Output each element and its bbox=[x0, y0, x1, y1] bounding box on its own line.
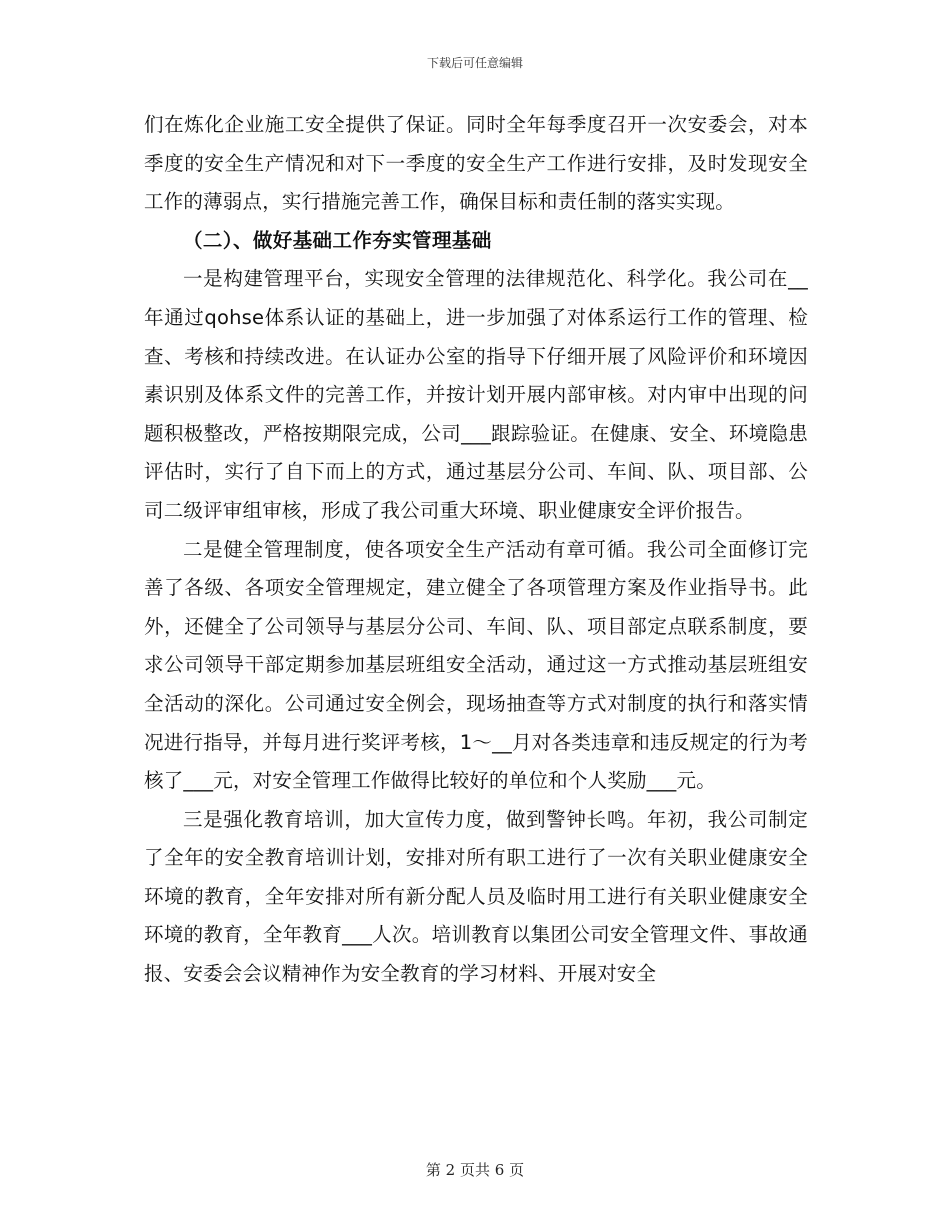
section-heading: （二）、做好基础工作夯实管理基础 bbox=[183, 228, 492, 252]
document-body bbox=[144, 106, 808, 994]
paragraph-continued: 们在炼化企业施工安全提供了保证。同时全年每季度召开一次安委会，对本季度的安全生产情况和对下一季度的安全生产工作进行安排，及时发现安全工作的薄弱点，实行措施完善工作，确保目标和责任制的落实实现。 bbox=[144, 113, 808, 214]
page-header: 下载后可任意编辑 bbox=[426, 56, 523, 70]
page-number: 第 2 页共 6 页 bbox=[425, 1161, 525, 1179]
paragraph-training: 三是强化教育培训，加大宣传力度，做到警钟长鸣。年初，我公司制定了全年的安全教育培训计划，安排对所有职工进行了一次有关职业健康安全环境的教育，全年安排对所有新分配人员及临时用工进行有关职业健康安全环境的教育，全年教育___人次。培训教育以集团公司安全管理文件、事故通报、安委会会议精神作为安全教育的学习材料、开展对安全 bbox=[144, 807, 808, 986]
paragraph-platform: 一是构建管理平台，实现安全管理的法律规范化、科学化。我公司在__年通过qohse体系认证的基础上，进一步加强了对体系运行工作的管理、检查、考核和持续改进。在认证办公室的指导下仔细开展了风险评价和环境因素识别及体系文件的完善工作，并按计划开展内部审核。对内审中出现的问题积极整改，严格按期限完成，公司___跟踪验证。在健康、安全、环境隐患评估时，实行了自下而上的方式，通过基层分公司、车间、队、项目部、公司二级评审组审核，形成了我公司重大环境、职业健康安全评价报告。 bbox=[144, 267, 808, 522]
paragraph-system: 二是健全管理制度，使各项安全生产活动有章可循。我公司全面修订完善了各级、各项安全管理规定，建立健全了各项管理方案及作业指导书。此外，还健全了公司领导与基层分公司、车间、队、项目部定点联系制度，要求公司领导干部定期参加基层班组安全活动，通过这一方式推动基层班组安全活动的深化。公司通过安全例会，现场抽查等方式对制度的执行和落实情况进行指导，并每月进行奖评考核，1～__月对各类违章和违反规定的行为考核了___元，对安全管理工作做得比较好的单位和个人奖励___元。 bbox=[144, 537, 808, 793]
